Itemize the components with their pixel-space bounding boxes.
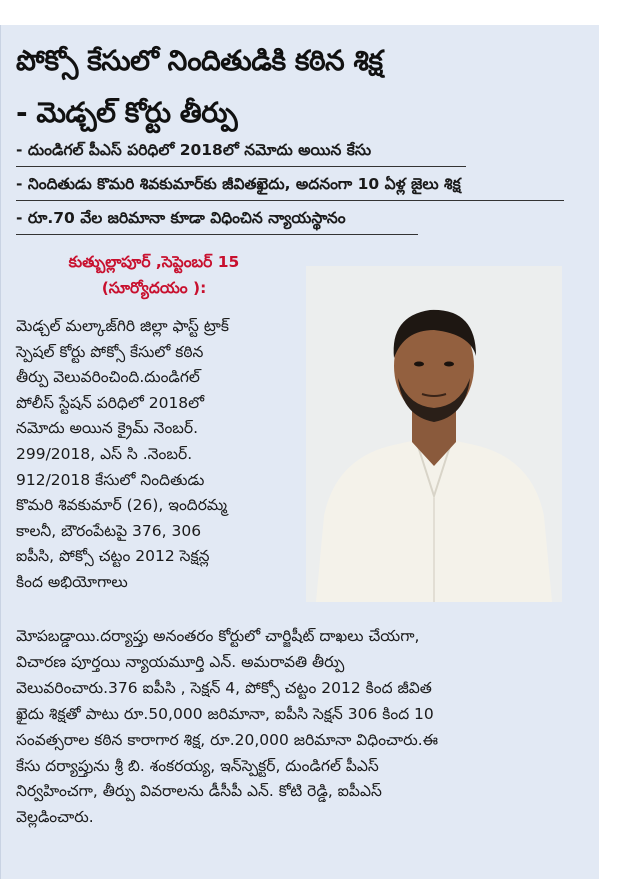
body-line: నమోదు అయిన క్రైమ్ నెంబర్. xyxy=(16,419,199,438)
article-body-column xyxy=(16,314,300,596)
body-line: పోలీస్ స్టేషన్ పరిధిలో 2018లో xyxy=(16,393,205,412)
body-line: వెలువరించారు.376 ఐపీసి , సెక్షన్ 4, పోక్సో చట్టం 2012 కింద జీవిత xyxy=(16,678,432,697)
article-body-full xyxy=(16,624,584,831)
body-line: స్పెషల్ కోర్టు పోక్సో కేసులో కఠిన xyxy=(16,342,204,361)
subhead-1: - దుండిగల్ పీఎస్ పరిధిలో 2018లో నమోదు అయిన కేసు xyxy=(16,141,466,167)
body-line: తీర్పు వెలువరించింది.దుండిగల్ xyxy=(16,368,200,387)
body-line: నిర్వహించగా, తీర్పు వివరాలను డీసీపీ ఎన్. కోటి రెడ్డి, ఐపీఎస్ xyxy=(16,782,382,801)
subhead-2: - నిందితుడు కొమరి శివకుమార్‌కు జీవితఖైదు, అదనంగా 10 ఏళ్ల జైలు శిక్ష xyxy=(16,175,564,201)
body-line: విచారణ పూర్తయి న్యాయమూర్తి ఎన్. అమరావతి తీర్పు xyxy=(16,652,345,671)
body-line: సంవత్సరాల కఠిన కారాగార శిక్ష, రూ.20,000 జరిమానా విధించారు.ఈ xyxy=(16,730,439,749)
body-line: కింద అభియోగాలు xyxy=(16,572,128,591)
headline: పోక్సో కేసులో నిందితుడికి కఠిన శిక్ష xyxy=(16,44,383,77)
body-line: కేసు దర్యాప్తును శ్రీ బి. శంకరయ్య, ఇన్‌స్పెక్టర్, దుండిగల్ పీఎస్ xyxy=(16,756,379,775)
body-line: ఖైదు శిక్షతో పాటు రూ.50,000 జరిమానా, ఐపీసి సెక్షన్ 306 కింద 10 xyxy=(16,704,434,723)
body-line: కాలనీ, బౌరంపేటపై 376, 306 xyxy=(16,521,202,540)
body-line: కొమరి శివకుమార్ (26), ఇందిరమ్మ xyxy=(16,496,227,515)
body-line: 912/2018 కేసులో నిందితుడు xyxy=(16,470,205,489)
accused-photo xyxy=(306,266,562,602)
body-line: వెల్లడించారు. xyxy=(16,808,94,827)
body-line: ఐపీసి, పోక్సో చట్టం 2012 సెక్షన్ల xyxy=(16,547,210,566)
body-line: మెడ్చల్ మల్కాజ్‌గిరి జిల్లా ఫాస్ట్ ట్రాక్ xyxy=(16,317,229,335)
body-line: 299/2018, ఎస్ సి .నెంబర్. xyxy=(16,444,193,463)
headline-subtitle: - మెడ్చల్ కోర్టు తీర్పు xyxy=(16,96,238,129)
dateline-source: (సూర్యోదయం ): xyxy=(101,279,207,297)
subhead-3: - రూ.70 వేల జరిమానా కూడా విధించిన న్యాయస్థానం xyxy=(16,209,418,235)
dateline-place: కుత్బుల్లాపూర్ ,సెప్టెంబర్ 15 xyxy=(68,253,240,271)
body-line: మోపబడ్డాయి.దర్యాప్తు అనంతరం కోర్టులో చార్జిషీట్ దాఖలు చేయగా, xyxy=(16,627,420,645)
